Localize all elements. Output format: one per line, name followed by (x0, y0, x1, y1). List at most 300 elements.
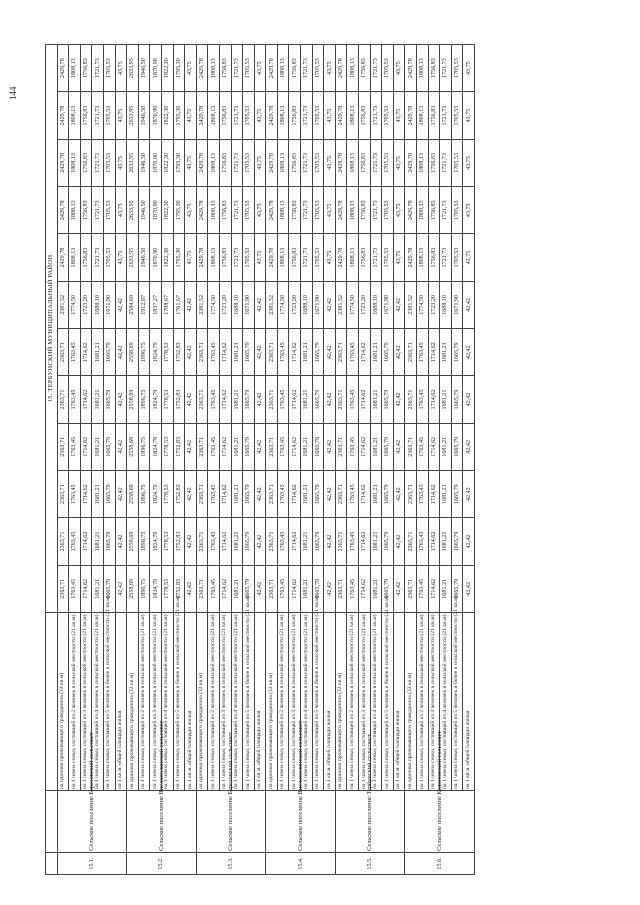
value-cell: 2429,78 (266, 92, 278, 139)
value-cell: 1665,79 (103, 329, 115, 376)
table-row (69, 44, 81, 874)
value-cell: 1705,53 (103, 92, 115, 139)
value-cell: 2363,71 (405, 471, 417, 518)
value-cell: 1721,73 (231, 92, 243, 139)
table-container (45, 45, 610, 875)
value-cell: 1788,67 (161, 281, 173, 328)
value-cell: 1714,62 (80, 518, 92, 565)
value-cell: 1808,13 (277, 234, 289, 281)
row-label: на 1 члена семьи, состоящей из 2 человек в сельской местности (21 кв.м) (277, 613, 289, 791)
value-cell: 2363,71 (335, 423, 347, 470)
value-cell: 1723,20 (359, 281, 371, 328)
value-cell: 1681,21 (92, 423, 104, 470)
value-cell: 1665,79 (451, 518, 463, 565)
value-cell: 1774,50 (69, 281, 81, 328)
value-cell: 1681,21 (92, 329, 104, 376)
value-cell: 2363,71 (335, 329, 347, 376)
value-cell: 43,75 (115, 44, 127, 91)
value-cell: 43,75 (185, 139, 197, 186)
value-cell: 1761,67 (173, 281, 185, 328)
row-label: на 1 члена семьи, состоящей из 3 человек в сельской местности (21 кв.м) (289, 613, 301, 791)
value-cell: 1808,13 (69, 187, 81, 234)
value-cell: 42,42 (185, 565, 197, 612)
value-cell: 1665,79 (243, 329, 255, 376)
value-cell: 2363,71 (405, 423, 417, 470)
value-cell: 1681,21 (301, 329, 313, 376)
row-label: на 1 члена семьи, состоящей из 2 человек в сельской местности (21 кв.м) (138, 613, 150, 791)
row-label: на 1 члена семьи, состоящей из 2 человек в сельской местности (21 кв.м) (69, 613, 81, 791)
row-label: на 1 члена семьи, состоящей из 4 человек в сельской местности (21 кв.м) (161, 613, 173, 791)
value-cell: 1763,45 (69, 471, 81, 518)
value-cell: 42,42 (463, 471, 475, 518)
value-cell: 1763,45 (347, 329, 359, 376)
value-cell: 1870,90 (150, 92, 162, 139)
value-cell: 1808,13 (69, 139, 81, 186)
value-cell: 1808,13 (347, 139, 359, 186)
value-cell: 1756,83 (428, 44, 440, 91)
value-cell: 1723,20 (80, 281, 92, 328)
value-cell: 1705,53 (312, 92, 324, 139)
value-cell: 1665,79 (243, 471, 255, 518)
value-cell: 1946,50 (138, 234, 150, 281)
value-cell: 42,42 (324, 565, 336, 612)
value-cell: 1681,21 (440, 329, 452, 376)
value-cell: 1665,79 (451, 471, 463, 518)
value-cell: 2363,71 (57, 518, 69, 565)
value-cell: 1705,53 (382, 187, 394, 234)
value-cell: 2363,71 (196, 565, 208, 612)
value-cell: 2363,71 (335, 518, 347, 565)
value-cell: 1705,53 (103, 44, 115, 91)
value-cell: 2633,95 (127, 92, 139, 139)
table-row (127, 44, 139, 874)
value-cell: 43,75 (115, 139, 127, 186)
value-cell: 2584,69 (127, 281, 139, 328)
value-cell: 1763,45 (347, 471, 359, 518)
value-cell: 1808,13 (277, 44, 289, 91)
value-cell: 1752,83 (173, 518, 185, 565)
row-label: на 1 члена семьи, состоящей из 3 человек в сельской местности (21 кв.м) (428, 613, 440, 791)
value-cell: 43,75 (463, 92, 475, 139)
value-cell: 42,42 (185, 376, 197, 423)
value-cell: 1756,83 (359, 92, 371, 139)
value-cell: 43,75 (324, 92, 336, 139)
row-label: на 1 члена семьи, состоящей из 5 человек и более в сельской местности (21 кв.м) (103, 613, 115, 791)
value-cell: 1778,53 (161, 471, 173, 518)
value-cell: 1778,53 (161, 423, 173, 470)
value-cell: 1808,13 (208, 139, 220, 186)
region-header-row (46, 44, 58, 874)
value-cell: 1665,79 (312, 565, 324, 612)
value-cell: 2363,71 (57, 329, 69, 376)
settlement-name: Сельское поселение Вислополянский сельсовет (266, 791, 336, 853)
value-cell: 2381,52 (196, 281, 208, 328)
table-row (417, 44, 429, 874)
value-cell: 1705,53 (451, 92, 463, 139)
row-label: на 1 члена семьи, состоящей из 5 человек и более в сельской местности (21 кв.м) (382, 613, 394, 791)
value-cell: 1795,30 (173, 44, 185, 91)
value-cell: 43,75 (463, 139, 475, 186)
value-cell: 1665,79 (312, 376, 324, 423)
value-cell: 1665,79 (103, 423, 115, 470)
value-cell: 42,42 (463, 423, 475, 470)
value-cell: 1714,62 (219, 565, 231, 612)
value-cell: 1896,75 (138, 329, 150, 376)
value-cell: 1756,83 (289, 44, 301, 91)
value-cell: 1756,83 (289, 187, 301, 234)
value-cell: 1870,90 (150, 139, 162, 186)
table-row (393, 44, 405, 874)
table-row (196, 44, 208, 874)
value-cell: 1946,50 (138, 44, 150, 91)
row-label: на 1 кв.м. общей площади жилья (463, 613, 475, 791)
value-cell: 2558,69 (127, 376, 139, 423)
value-cell: 1714,62 (359, 329, 371, 376)
value-cell: 2363,71 (405, 376, 417, 423)
row-label: на 1 члена семьи, состоящей из 5 человек и более в сельской местности (21 кв.м) (312, 613, 324, 791)
value-cell: 1714,62 (219, 329, 231, 376)
value-cell: 2633,95 (127, 139, 139, 186)
value-cell: 2429,78 (196, 187, 208, 234)
value-cell: 42,42 (254, 329, 266, 376)
value-cell: 1795,30 (173, 234, 185, 281)
value-cell: 1721,73 (92, 139, 104, 186)
value-cell: 1721,73 (301, 92, 313, 139)
value-cell: 1763,45 (208, 471, 220, 518)
value-cell: 1681,21 (370, 565, 382, 612)
value-cell: 1671,90 (103, 281, 115, 328)
value-cell: 1808,13 (69, 44, 81, 91)
value-cell: 42,42 (115, 518, 127, 565)
value-cell: 1756,83 (289, 139, 301, 186)
value-cell: 1763,45 (208, 329, 220, 376)
value-cell: 1665,79 (451, 423, 463, 470)
value-cell: 1681,21 (301, 565, 313, 612)
value-cell: 2363,71 (266, 518, 278, 565)
value-cell: 1824,79 (150, 423, 162, 470)
value-cell: 42,42 (324, 376, 336, 423)
value-cell: 1808,13 (347, 92, 359, 139)
value-cell: 1752,83 (173, 565, 185, 612)
value-cell: 1721,73 (370, 92, 382, 139)
value-cell: 1681,21 (301, 471, 313, 518)
section-number: 15.2. (127, 853, 197, 875)
value-cell: 2558,69 (127, 518, 139, 565)
value-cell: 1763,45 (417, 518, 429, 565)
row-label: на 1 члена семьи, состоящей из 3 человек в сельской местности (21 кв.м) (80, 613, 92, 791)
value-cell: 1681,21 (440, 518, 452, 565)
value-cell: 2363,71 (335, 471, 347, 518)
value-cell: 1763,45 (277, 423, 289, 470)
row-label: на 1 члена семьи, состоящей из 2 человек в сельской местности (21 кв.м) (347, 613, 359, 791)
settlement-name: Сельское поселение Березовский сельсовет (196, 791, 266, 853)
value-cell: 1665,79 (103, 376, 115, 423)
value-cell: 1665,79 (451, 376, 463, 423)
value-cell: 1721,73 (301, 234, 313, 281)
value-cell: 2633,95 (127, 44, 139, 91)
price-table (45, 44, 475, 875)
value-cell: 2363,71 (266, 471, 278, 518)
value-cell: 2381,52 (57, 281, 69, 328)
table-row (405, 44, 417, 874)
value-cell: 2363,71 (405, 329, 417, 376)
value-cell: 2363,71 (196, 423, 208, 470)
value-cell: 2363,71 (57, 423, 69, 470)
value-cell: 2429,78 (405, 234, 417, 281)
value-cell: 1763,45 (69, 565, 81, 612)
value-cell: 1705,53 (312, 44, 324, 91)
value-cell: 1688,10 (92, 281, 104, 328)
value-cell: 2363,71 (57, 471, 69, 518)
value-cell: 2429,78 (196, 92, 208, 139)
value-cell: 43,75 (115, 187, 127, 234)
value-cell: 1808,13 (417, 139, 429, 186)
value-cell: 42,42 (463, 329, 475, 376)
value-cell: 1705,53 (243, 139, 255, 186)
value-cell: 1721,73 (370, 139, 382, 186)
row-label: на одиноко проживающего гражданина (33 кв.м) (196, 613, 208, 791)
region-title: 15. ТЕРБУНСКИЙ МУНИЦИПАЛЬНЫЙ РАЙОН (46, 44, 58, 612)
value-cell: 42,42 (185, 471, 197, 518)
table-row (243, 44, 255, 874)
value-cell: 1808,13 (347, 44, 359, 91)
value-cell: 1705,53 (243, 234, 255, 281)
value-cell: 1705,53 (382, 234, 394, 281)
row-label: на 1 члена семьи, состоящей из 2 человек в сельской местности (21 кв.м) (208, 613, 220, 791)
table-row (335, 44, 347, 874)
value-cell: 2429,78 (266, 44, 278, 91)
value-cell: 1714,62 (428, 329, 440, 376)
value-cell: 43,75 (185, 187, 197, 234)
value-cell: 42,42 (185, 518, 197, 565)
table-row (185, 44, 197, 874)
value-cell: 1763,45 (347, 423, 359, 470)
value-cell: 1714,62 (428, 565, 440, 612)
value-cell: 1721,73 (92, 92, 104, 139)
value-cell: 42,42 (115, 376, 127, 423)
value-cell: 1721,73 (440, 92, 452, 139)
value-cell: 2429,78 (335, 139, 347, 186)
section-number: 15.6. (405, 853, 475, 875)
value-cell: 43,75 (393, 92, 405, 139)
value-cell: 1688,10 (301, 281, 313, 328)
value-cell: 1763,45 (277, 565, 289, 612)
value-cell: 1824,79 (150, 471, 162, 518)
value-cell: 42,42 (115, 423, 127, 470)
value-cell: 2363,71 (196, 376, 208, 423)
page-number: 144 (8, 86, 18, 100)
value-cell: 1756,83 (359, 44, 371, 91)
value-cell: 1763,45 (417, 423, 429, 470)
value-cell: 1822,30 (161, 139, 173, 186)
value-cell: 1808,13 (417, 234, 429, 281)
value-cell: 43,75 (324, 139, 336, 186)
value-cell: 43,75 (393, 139, 405, 186)
value-cell: 1896,75 (138, 376, 150, 423)
value-cell: 1665,79 (312, 471, 324, 518)
row-label: на 1 члена семьи, состоящей из 5 человек и более в сельской местности (21 кв.м) (451, 613, 463, 791)
value-cell: 42,42 (393, 565, 405, 612)
row-label: на 1 члена семьи, состоящей из 5 человек и более в сельской местности (21 кв.м) (243, 613, 255, 791)
value-cell: 2363,71 (57, 565, 69, 612)
value-cell: 2363,71 (266, 376, 278, 423)
value-cell: 1665,79 (382, 565, 394, 612)
value-cell: 2381,52 (405, 281, 417, 328)
value-cell: 1721,73 (301, 187, 313, 234)
value-cell: 43,75 (185, 92, 197, 139)
settlement-name: Сельское поселение Вислополянский сельсовет (127, 791, 197, 853)
value-cell: 1763,45 (277, 329, 289, 376)
value-cell: 1774,50 (208, 281, 220, 328)
value-cell: 1763,45 (69, 376, 81, 423)
value-cell: 43,75 (463, 44, 475, 91)
value-cell: 42,42 (393, 518, 405, 565)
value-cell: 1714,62 (359, 471, 371, 518)
value-cell: 1763,45 (69, 423, 81, 470)
table-row (277, 44, 289, 874)
value-cell: 2558,69 (127, 471, 139, 518)
value-cell: 1665,79 (451, 329, 463, 376)
value-cell: 1763,45 (277, 518, 289, 565)
value-cell: 1714,62 (80, 565, 92, 612)
value-cell: 1721,73 (440, 234, 452, 281)
value-cell: 1808,13 (347, 234, 359, 281)
value-cell: 1681,21 (92, 471, 104, 518)
settlement-name: Сельское поселение Березовский сельсовет (57, 791, 127, 853)
value-cell: 1665,79 (103, 565, 115, 612)
value-cell: 1756,83 (219, 139, 231, 186)
table-row (138, 44, 150, 874)
value-cell: 1870,90 (150, 234, 162, 281)
row-label: на 1 члена семьи, состоящей из 4 человек в сельской местности (21 кв.м) (370, 613, 382, 791)
table-row (115, 44, 127, 874)
row-label: на 1 члена семьи, состоящей из 4 человек в сельской местности (21 кв.м) (231, 613, 243, 791)
row-label: на 1 члена семьи, состоящей из 4 человек в сельской местности (21 кв.м) (440, 613, 452, 791)
row-label: на 1 кв.м. общей площади жилья (115, 613, 127, 791)
table-row (103, 44, 115, 874)
value-cell: 42,42 (324, 281, 336, 328)
value-cell: 1681,21 (92, 565, 104, 612)
value-cell: 43,75 (254, 139, 266, 186)
value-cell: 2363,71 (196, 329, 208, 376)
value-cell: 1774,50 (277, 281, 289, 328)
value-cell: 1721,73 (440, 139, 452, 186)
table-row (173, 44, 185, 874)
value-cell: 1763,45 (69, 518, 81, 565)
value-cell: 43,75 (463, 234, 475, 281)
value-cell: 42,42 (254, 423, 266, 470)
value-cell: 1721,73 (231, 139, 243, 186)
value-cell: 1756,83 (359, 139, 371, 186)
value-cell: 1681,21 (231, 423, 243, 470)
value-cell: 1763,45 (417, 565, 429, 612)
value-cell: 2558,69 (127, 565, 139, 612)
value-cell: 1681,21 (370, 471, 382, 518)
value-cell: 1778,53 (161, 518, 173, 565)
table-row (161, 44, 173, 874)
value-cell: 1681,21 (231, 376, 243, 423)
row-label: на одиноко проживающего гражданина (33 кв.м) (266, 613, 278, 791)
value-cell: 1714,62 (428, 471, 440, 518)
value-cell: 1665,79 (382, 471, 394, 518)
value-cell: 1705,53 (103, 234, 115, 281)
value-cell: 1756,83 (428, 92, 440, 139)
value-cell: 43,75 (254, 44, 266, 91)
value-cell: 2429,78 (335, 187, 347, 234)
row-label: на 1 члена семьи, состоящей из 3 человек в сельской местности (21 кв.м) (359, 613, 371, 791)
value-cell: 1756,83 (80, 187, 92, 234)
value-cell: 1714,62 (219, 423, 231, 470)
value-cell: 1870,90 (150, 44, 162, 91)
value-cell: 43,75 (115, 234, 127, 281)
value-cell: 1763,45 (347, 518, 359, 565)
value-cell: 2429,78 (196, 139, 208, 186)
value-cell: 2429,78 (57, 139, 69, 186)
value-cell: 1808,13 (208, 44, 220, 91)
value-cell: 1808,13 (208, 234, 220, 281)
value-cell: 1778,53 (161, 376, 173, 423)
value-cell: 1721,73 (231, 234, 243, 281)
value-cell: 1705,53 (451, 44, 463, 91)
value-cell: 1705,53 (243, 92, 255, 139)
value-cell: 1714,62 (289, 471, 301, 518)
value-cell: 1665,79 (451, 565, 463, 612)
value-cell: 1763,45 (417, 329, 429, 376)
value-cell: 1705,53 (382, 139, 394, 186)
value-cell: 42,42 (254, 518, 266, 565)
value-cell: 1756,83 (289, 92, 301, 139)
settlement-name: Сельское поселение Тербунский сельсовет (335, 791, 405, 853)
value-cell: 42,42 (115, 281, 127, 328)
table-row (463, 44, 475, 874)
value-cell: 1665,79 (103, 518, 115, 565)
value-cell: 1681,21 (370, 329, 382, 376)
value-cell: 2633,95 (127, 187, 139, 234)
value-cell: 1681,21 (231, 518, 243, 565)
value-cell: 42,42 (463, 518, 475, 565)
table-row (92, 44, 104, 874)
section-number: 15.3. (196, 853, 266, 875)
value-cell: 2429,78 (196, 44, 208, 91)
value-cell: 1795,30 (173, 92, 185, 139)
value-cell: 1946,50 (138, 92, 150, 139)
value-cell: 1714,62 (219, 518, 231, 565)
value-cell: 1896,75 (138, 565, 150, 612)
value-cell: 1763,45 (347, 565, 359, 612)
value-cell: 2429,78 (405, 139, 417, 186)
value-cell: 1714,62 (289, 376, 301, 423)
value-cell: 42,42 (115, 329, 127, 376)
section-number: 15.4. (266, 853, 336, 875)
value-cell: 1824,79 (150, 565, 162, 612)
value-cell: 1756,83 (428, 187, 440, 234)
value-cell: 2363,71 (335, 565, 347, 612)
value-cell: 42,42 (254, 565, 266, 612)
value-cell: 1721,73 (370, 234, 382, 281)
value-cell: 42,42 (254, 471, 266, 518)
value-cell: 42,42 (324, 329, 336, 376)
value-cell: 1665,79 (382, 423, 394, 470)
value-cell: 2363,71 (405, 518, 417, 565)
value-cell: 1681,21 (370, 518, 382, 565)
value-cell: 1714,62 (428, 518, 440, 565)
value-cell: 1721,73 (301, 139, 313, 186)
value-cell: 42,42 (185, 423, 197, 470)
value-cell: 1763,45 (417, 376, 429, 423)
value-cell: 2429,78 (266, 234, 278, 281)
value-cell: 1763,45 (69, 329, 81, 376)
value-cell: 1721,73 (231, 44, 243, 91)
